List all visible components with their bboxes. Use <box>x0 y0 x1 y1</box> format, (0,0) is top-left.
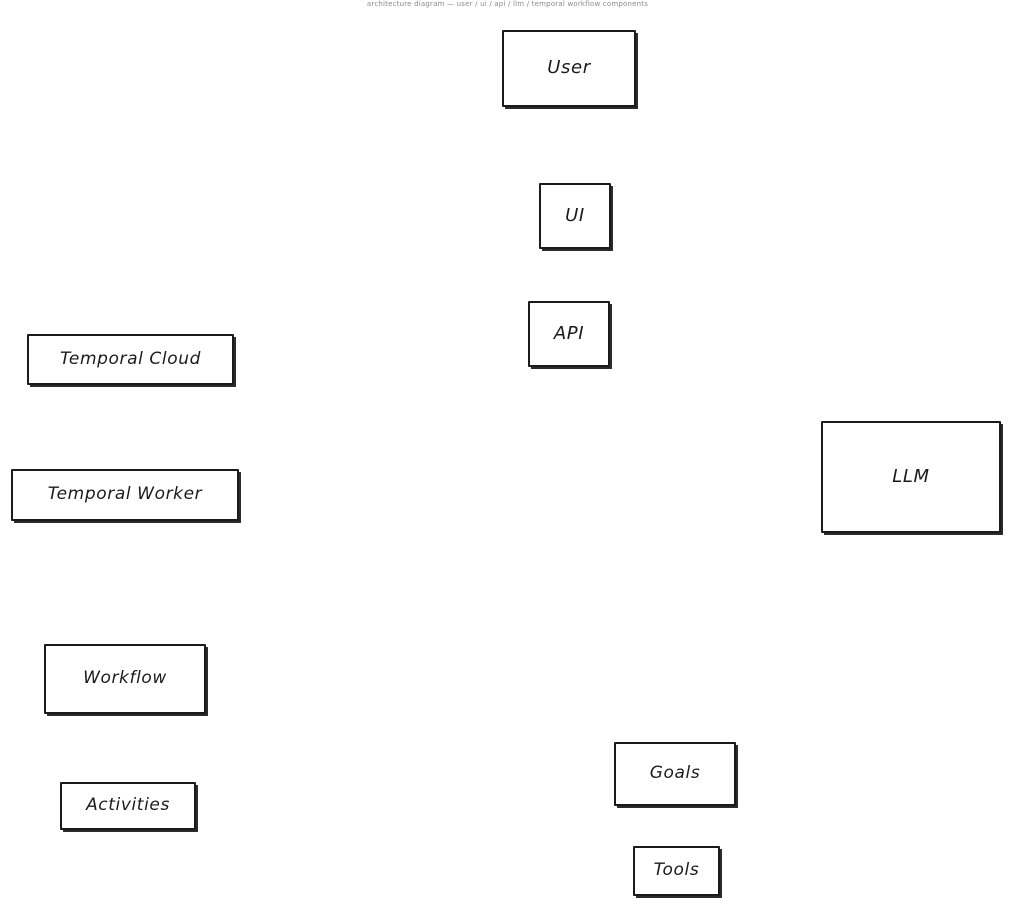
node-temporal-cloud-label: Temporal Cloud <box>60 348 201 369</box>
node-goals[interactable] <box>614 742 736 806</box>
node-workflow-label: Workflow <box>83 668 167 688</box>
node-workflow[interactable] <box>44 644 206 714</box>
node-llm[interactable] <box>821 421 1001 533</box>
node-ui[interactable] <box>539 183 611 249</box>
node-temporal-cloud[interactable] <box>27 334 234 385</box>
node-activities[interactable] <box>60 782 196 830</box>
node-goals-label: Goals <box>649 763 701 783</box>
diagram-caption: architecture diagram — user / ui / api / llm / temporal workflow components <box>366 0 649 8</box>
node-temporal-worker[interactable] <box>11 469 239 521</box>
node-tools[interactable] <box>633 846 720 896</box>
node-user[interactable] <box>502 30 636 107</box>
node-temporal-worker-label: Temporal Worker <box>47 484 203 504</box>
node-tools-label: Tools <box>653 860 700 880</box>
node-api-label: API <box>553 322 585 344</box>
node-api[interactable] <box>528 301 610 367</box>
node-llm-label: LLM <box>892 465 930 487</box>
node-ui-label: UI <box>565 204 585 226</box>
node-user-label: User <box>547 57 591 78</box>
node-activities-label: Activities <box>86 795 170 815</box>
